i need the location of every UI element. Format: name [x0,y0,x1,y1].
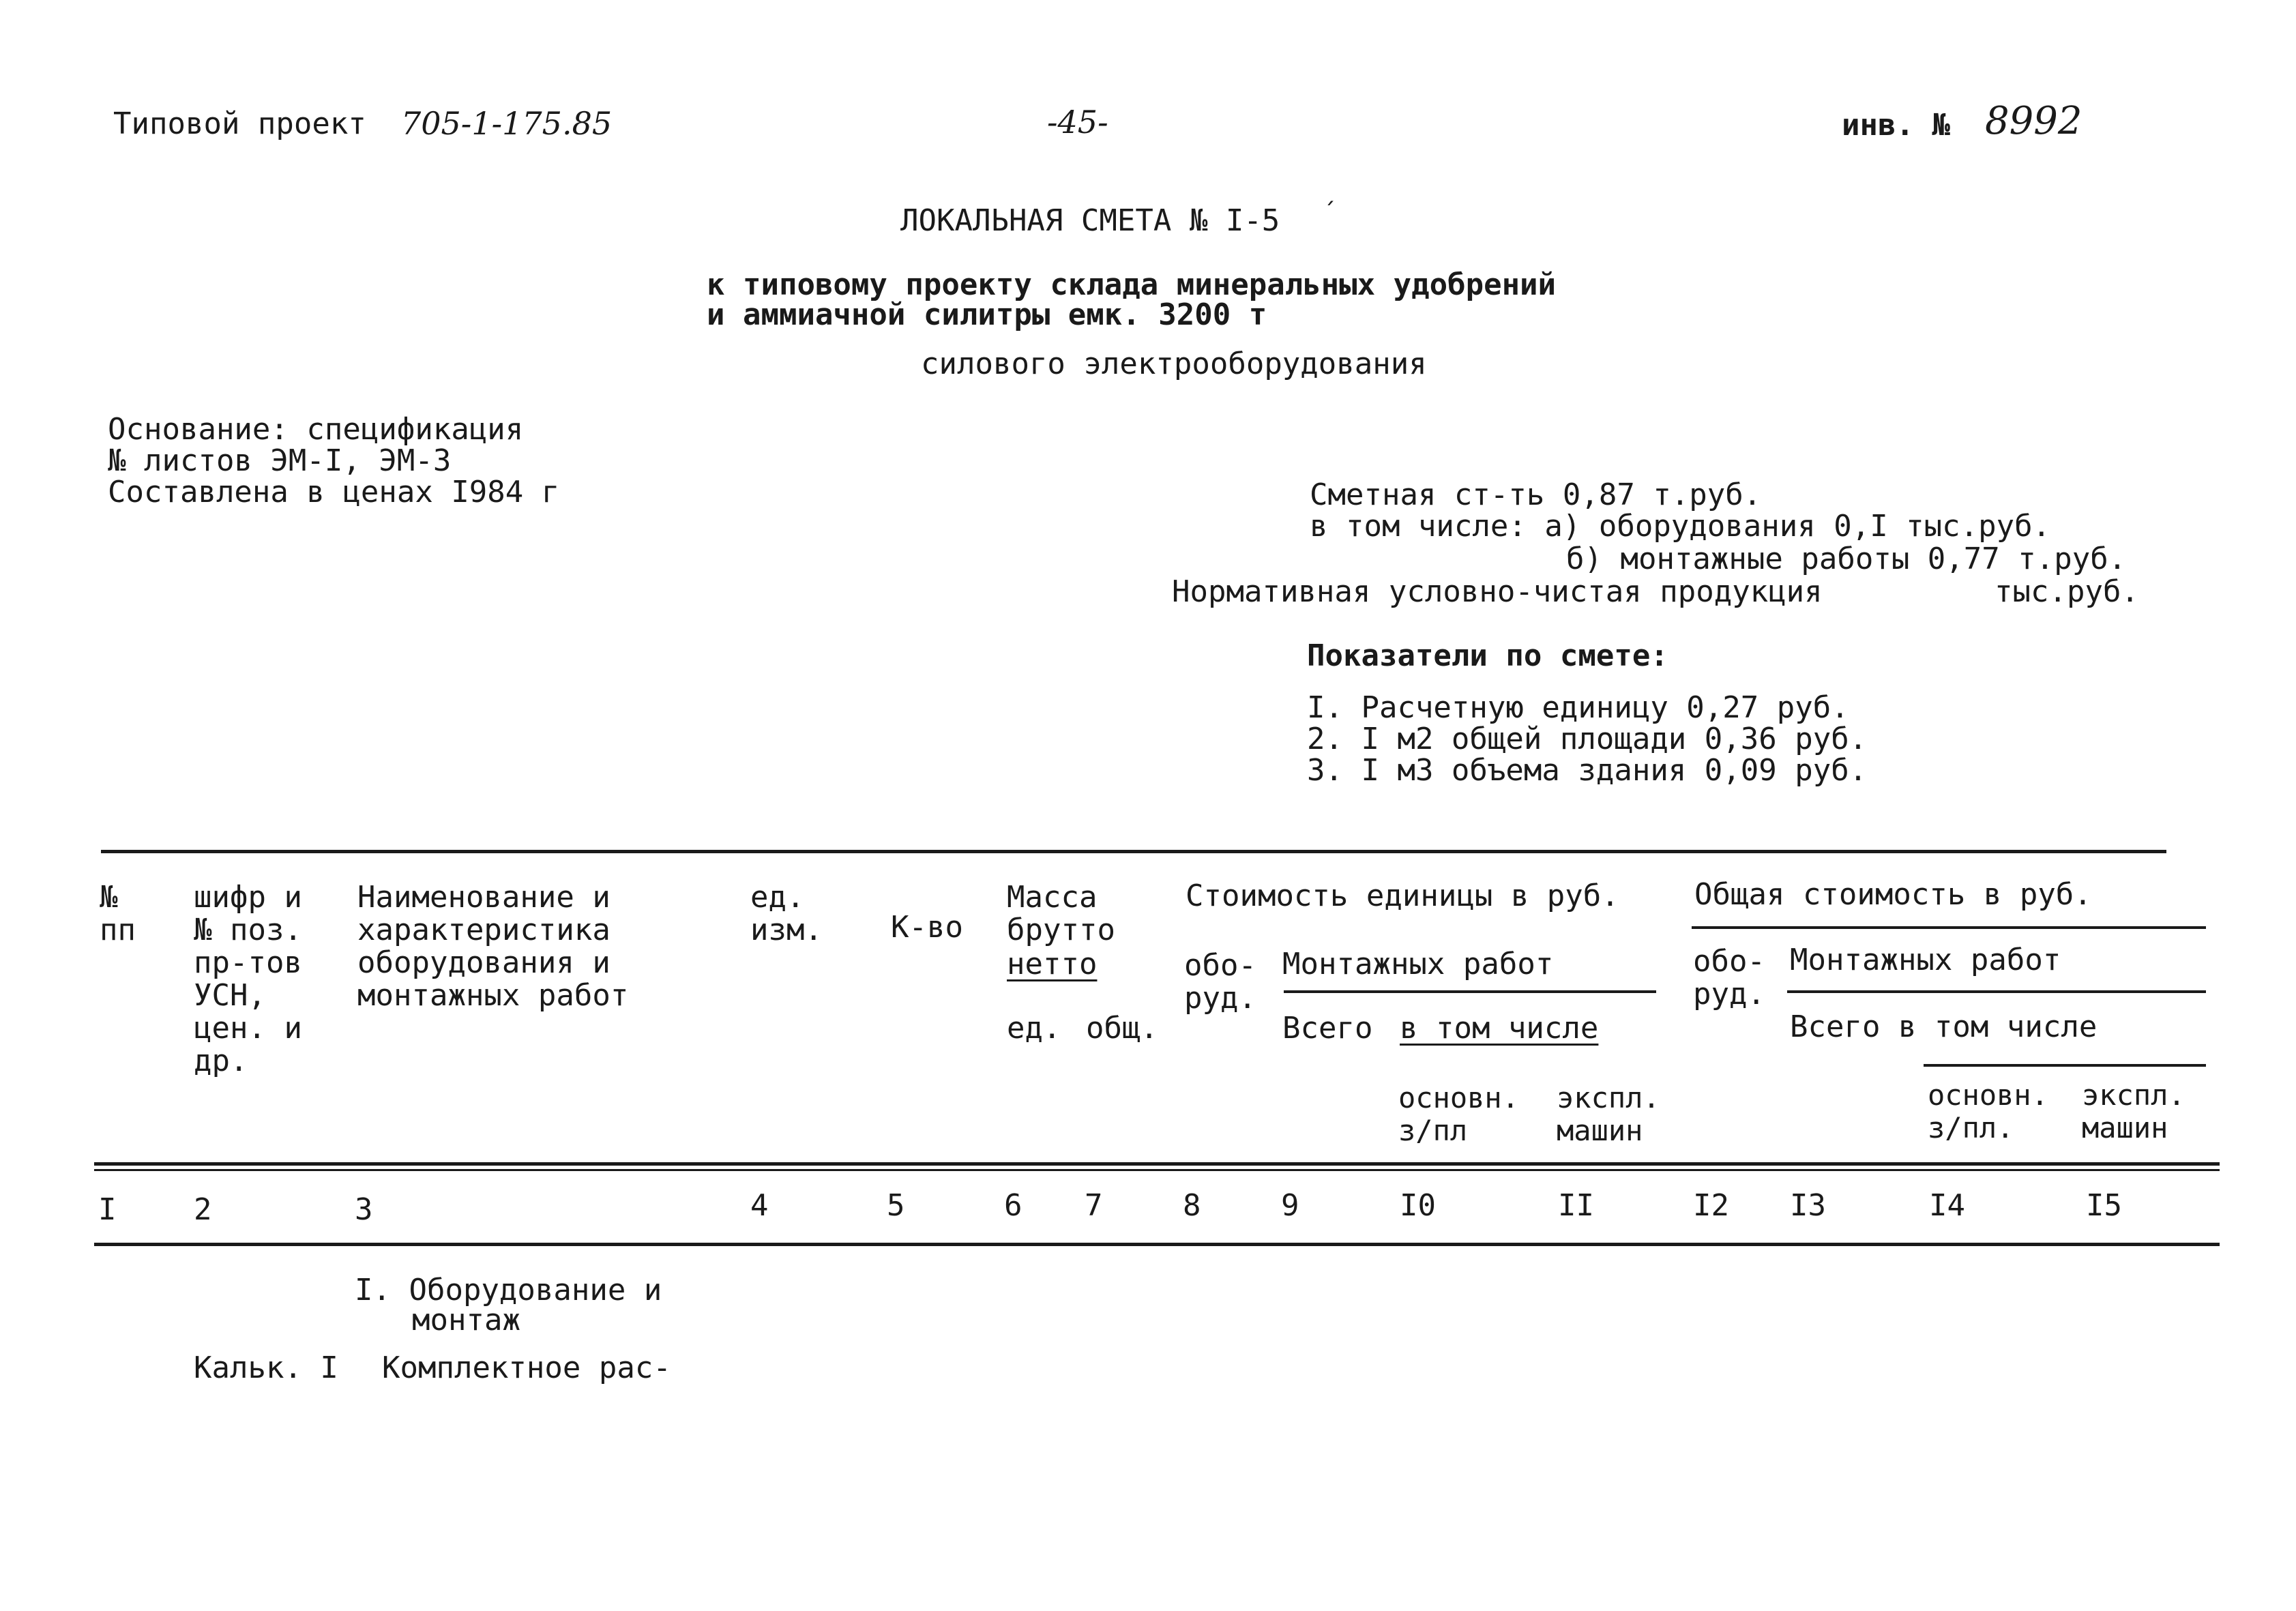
total-install-rule [1787,990,2206,993]
cost-including-installation: б) монтажные работы 0,77 т.руб. [1566,542,2127,576]
basis-line-3: Составлена в ценах I984 г [108,475,560,509]
column-number-header: № пп [100,880,136,947]
unit-wages-header: основн. з/пл [1398,1081,1520,1147]
basis-line-1: Основание: спецификация [108,412,524,447]
column-number: I0 [1400,1188,1436,1223]
unit-installation-header: Монтажных работ [1282,947,1554,981]
mass-total-header: общ. [1086,1011,1158,1046]
column-number: 4 [750,1188,769,1223]
unit-total-header: Всего [1282,1011,1373,1046]
unit-cost-header: Стоимость единицы в руб. [1186,878,1619,913]
unit-machines-header: экспл. машин [1557,1081,1660,1147]
indicator-item: 2. I м2 общей площади 0,36 руб. [1307,722,1868,756]
total-including-header: Всего в том числе [1790,1009,2098,1044]
column-numbers-bottom-rule [94,1243,2220,1246]
unit-including-header: в том числе [1400,1011,1599,1046]
estimated-cost: Сметная ст-ть 0,87 т.руб. [1310,477,1762,512]
net-product-label: Нормативная условно-чистая продукция [1172,574,1823,609]
mass-netto-header: нетто [1007,947,1098,981]
total-equipment-header: обо- руд. [1693,944,1765,1011]
column-quantity-header: К-во [891,910,963,945]
indicator-item: I. Расчетную единицу 0,27 руб. [1307,690,1849,725]
column-unit-header: ед. изм. [750,880,823,947]
total-machines-header: экспл. машин [2082,1078,2185,1144]
indicators-title: Показатели по смете: [1307,638,1668,673]
calculation-text: Комплектное рас- [382,1350,671,1385]
column-number: I3 [1790,1188,1826,1223]
project-number: 705-1-175.85 [401,105,613,142]
indicator-item: 3. I м3 объема здания 0,09 руб. [1307,753,1868,788]
unit-equipment-header: обо- руд. [1184,948,1256,1016]
total-installation-header: Монтажных работ [1790,943,2061,977]
section-title: I. Оборудование и [355,1273,662,1307]
column-number: I2 [1693,1188,1729,1223]
total-cost-header: Общая стоимость в руб. [1694,877,2092,912]
column-number: 3 [355,1192,373,1227]
project-label: Типовой проект [113,106,366,141]
inventory-label: инв. № [1842,108,1950,143]
header-bottom-rule [94,1162,2220,1166]
column-code-header: шифр и № поз. пр-тов УСН, цен. и др. [194,880,302,1078]
document-title: ЛОКАЛЬНАЯ СМЕТА № I-5 [900,203,1280,238]
section-title-continued: монтаж [412,1303,520,1337]
mass-unit-header: ед. [1007,1011,1061,1046]
unit-install-rule [1284,990,1656,993]
calculation-label: Кальк. I [194,1350,338,1385]
column-number: 8 [1183,1188,1201,1223]
total-incl-rule [1924,1064,2206,1067]
column-name-header: Наименование и характеристика оборудования и монтажных работ [357,880,629,1013]
column-number: 6 [1004,1188,1022,1223]
column-number: I5 [2086,1188,2122,1223]
header-bottom-rule-2 [94,1169,2220,1171]
title-line-3: силового электрооборудования [921,346,1427,381]
total-wages-header: основн. з/пл. [1928,1078,2049,1144]
table-top-rule [101,850,2166,853]
mass-header: Масса брутто [1007,880,1115,947]
title-tick-mark: ´ [1322,198,1337,226]
inventory-number: 8992 [1985,99,2082,143]
column-number: 7 [1085,1188,1103,1223]
title-line-2: и аммиачной силитры емк. 3200 т [707,297,1267,332]
page-number: -45- [1047,104,1108,141]
column-number: 2 [194,1192,212,1227]
column-number: I4 [1929,1188,1965,1223]
cost-including-equipment: в том числе: а) оборудования 0,I тыс.руб. [1310,509,2051,544]
column-number: I [98,1192,117,1227]
basis-line-2: № листов ЭМ-I, ЭМ-3 [108,443,452,478]
column-number: II [1558,1188,1594,1223]
column-number: 5 [887,1188,905,1223]
column-number: 9 [1281,1188,1299,1223]
total-cost-header-rule [1692,926,2206,929]
title-line-1: к типовому проекту склада минеральных удобрений [707,267,1557,302]
net-product-unit: тыс.руб. [1995,574,2139,609]
